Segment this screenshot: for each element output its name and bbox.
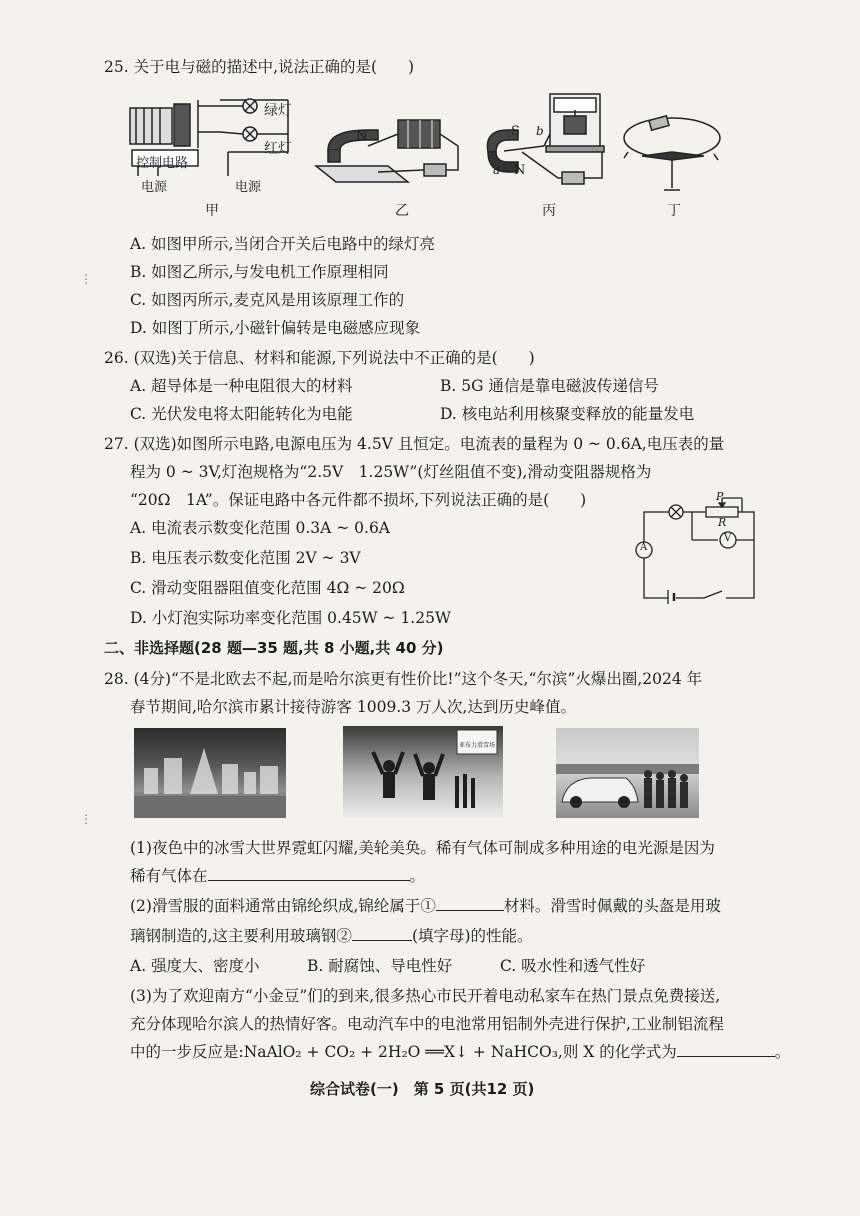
photo-ice-snow-world xyxy=(134,728,286,818)
figure-ding-compass xyxy=(620,108,726,198)
caption-ding: 丁 xyxy=(667,203,681,219)
q28-part2-text-a: (2)滑雪服的面料通常由锦纶织成,锦纶属于① xyxy=(130,897,436,915)
ski-resort-sign: 亚布力滑雪场 xyxy=(459,742,496,749)
q28-part2-option-b: B. 耐腐蚀、导电性好 xyxy=(307,957,453,975)
q27-option-a: A. 电流表示数变化范围 0.3A ~ 0.6A xyxy=(130,519,391,537)
q28-part3-line-1: (3)为了欢迎南方“小金豆”们的到来,很多热心市民开着电动私家车在热门景点免费接送, xyxy=(130,987,721,1005)
label-power-2: 电源 xyxy=(235,180,262,195)
q28-part1-period: 。 xyxy=(409,867,426,885)
label-yi-n-pole: N xyxy=(356,129,368,144)
q27-voltmeter-label: V xyxy=(724,533,732,544)
q28-part2-line-2 xyxy=(130,924,533,946)
q28-part1-line-2 xyxy=(130,864,425,886)
q28-part2-text-c: 璃钢制造的,这主要利用玻璃钢② xyxy=(130,927,352,945)
label-bing-n-pole: N xyxy=(514,163,526,178)
q27-label-p: P xyxy=(716,490,724,503)
q28-part2-option-a: A. 强度大、密度小 xyxy=(130,957,260,975)
q27-circuit-diagram xyxy=(630,494,770,604)
label-control-circuit: 控制电路 xyxy=(136,156,189,171)
q27-stem-line-2: 程为 0 ~ 3V,灯泡规格为“2.5V 1.25W”(灯丝阻值不变),滑动变阻器规格为 xyxy=(130,463,652,481)
q25-option-a: A. 如图甲所示,当闭合开关后电路中的绿灯亮 xyxy=(130,235,435,253)
q28-part1-line-1: (1)夜色中的冰雪大世界霓虹闪耀,美轮美奂。稀有气体可制成多种用途的电光源是因为 xyxy=(130,839,715,857)
q28-part2-text-b: 材料。滑雪时佩戴的头盔是用玻 xyxy=(503,897,721,915)
label-bing-a: a xyxy=(493,163,501,177)
q28-intro-line-1: 28. (4分)“不是北欧去不起,而是哈尔滨更有性价比!”这个冬天,“尔滨”火爆出圈,2024 年 xyxy=(104,670,703,688)
section-2-title: 二、非选择题(28 题—35 题,共 8 小题,共 40 分) xyxy=(104,639,444,657)
q25-option-b: B. 如图乙所示,与发电机工作原理相同 xyxy=(130,263,389,281)
caption-yi: 乙 xyxy=(395,203,409,219)
q28-intro-line-2: 春节期间,哈尔滨市累计接待游客 1009.3 万人次,达到历史峰值。 xyxy=(130,698,576,716)
q26-option-b: B. 5G 通信是靠电磁波传递信号 xyxy=(440,377,659,395)
q27-option-b: B. 电压表示数变化范围 2V ~ 3V xyxy=(130,549,361,567)
q27-stem-line-3: “20Ω 1A”。保证电路中各元件都不损坏,下列说法正确的是( ) xyxy=(130,491,587,509)
q28-part2-text-d: (填字母)的性能。 xyxy=(411,927,533,945)
q26-option-a: A. 超导体是一种电阻很大的材料 xyxy=(130,377,353,395)
q27-label-r: R xyxy=(718,516,727,529)
figure-yi-motor xyxy=(308,106,476,190)
q25-stem: 25. 关于电与磁的描述中,说法正确的是( ) xyxy=(104,58,415,76)
q27-option-c: C. 滑动变阻器阻值变化范围 4Ω ~ 20Ω xyxy=(130,579,405,597)
label-power-1: 电源 xyxy=(141,180,168,195)
q28-part3-period: 。 xyxy=(774,1043,791,1061)
q28-part2-line-1 xyxy=(130,894,721,916)
label-red-lamp: 红灯 xyxy=(264,141,292,157)
label-bing-s-pole: S xyxy=(511,124,520,139)
q27-stem-line-1: 27. (双选)如图所示电路,电源电压为 4.5V 且恒定。电流表的量程为 0 ~ 0.6A,电压表的量 xyxy=(104,435,725,453)
binding-margin-mark-2: ⋮ xyxy=(80,812,92,826)
caption-bing: 丙 xyxy=(542,203,556,219)
q28-part1-answer-blank[interactable] xyxy=(208,866,410,881)
q28-part2-blank-2[interactable] xyxy=(352,926,412,941)
page-footer: 综合试卷(一) 第 5 页(共12 页) xyxy=(310,1080,535,1098)
binding-margin-mark-1: ⋮ xyxy=(80,272,92,286)
photo-electric-car xyxy=(556,728,699,818)
q28-part3-line-3 xyxy=(130,1040,790,1062)
q28-part2-option-c: C. 吸水性和透气性好 xyxy=(500,957,646,975)
q26-option-c: C. 光伏发电将太阳能转化为电能 xyxy=(130,405,353,423)
q28-part3-answer-blank[interactable] xyxy=(677,1042,775,1057)
q28-part3-line-2: 充分体现哈尔滨人的热情好客。电动汽车中的电池常用铝制外壳进行保护,工业制铝流程 xyxy=(130,1015,724,1033)
q26-option-d: D. 核电站利用核聚变释放的能量发电 xyxy=(440,405,695,423)
caption-jia: 甲 xyxy=(205,203,219,219)
q28-part3-equation: 中的一步反应是:NaAlO₂ + CO₂ + 2H₂O ══X↓ + NaHCO₃,则 X 的化学式为 xyxy=(130,1043,677,1061)
q25-option-d: D. 如图丁所示,小磁针偏转是电磁感应现象 xyxy=(130,319,421,337)
q25-option-c: C. 如图丙所示,麦克风是用该原理工作的 xyxy=(130,291,405,309)
q28-part2-blank-1[interactable] xyxy=(436,896,504,911)
q27-option-d: D. 小灯泡实际功率变化范围 0.45W ~ 1.25W xyxy=(130,609,451,627)
q26-stem: 26. (双选)关于信息、材料和能源,下列说法中不正确的是( ) xyxy=(104,349,535,367)
q27-ammeter-label: A xyxy=(640,542,648,553)
label-green-lamp: 绿灯 xyxy=(264,103,292,119)
q28-part1-text: 稀有气体在 xyxy=(130,867,208,885)
label-bing-b: b xyxy=(536,124,544,138)
